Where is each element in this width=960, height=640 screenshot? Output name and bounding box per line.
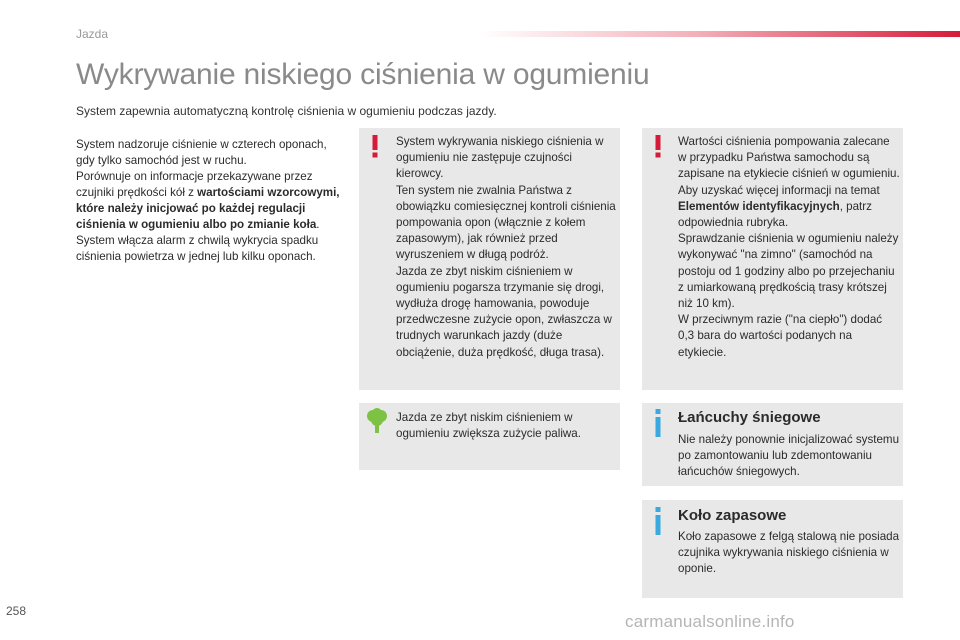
warning-exclamation-icon [651,134,665,158]
spare-wheel-text: Koło zapasowe z felgą stalową nie posiada czujnika wykrywania niskiego ciśnienia w oponie. [678,530,900,576]
warning-middle-p2: Ten system nie zwalnia Państwa z obowiązku comiesięcznej kontroli ciśnienia pompowania opon (włącznie z kołem zapasowym), jak również przed wyruszeniem w długą podróż. [396,183,616,262]
eco-text: Jazda ze zbyt niskim ciśnieniem w ogumieniu zwiększa zużycie paliwa. [396,411,581,441]
warning-right-p4: W przeciwnym razie ("na ciepło") dodać 0,3 bara do wartości podanych na etykiecie. [678,313,883,359]
eco-tree-icon [366,408,388,434]
left-column-text [76,137,344,265]
page-number: 258 [6,604,27,618]
section-label: Jazda [76,27,109,41]
info-icon [651,408,665,438]
snow-chains-heading: Łańcuchy śniegowe [678,409,821,426]
info-icon [651,506,665,536]
left-paragraph-2: Porównuje on informacje przekazywane przez czujniki prędkości kół z wartościami wzorcowymi, które należy inicjować po każdej regulacji ciśnienia w ogumieniu albo po zmianie koła. [76,170,340,231]
page-title: Wykrywanie niskiego ciśnienia w ogumieniu [76,58,650,91]
spare-wheel-heading: Koło zapasowe [678,507,787,524]
left-paragraph-3: System włącza alarm z chwilą wykrycia spadku ciśnienia powietrza w jednej lub kilku oponach. [76,234,319,263]
subtitle: System zapewnia automatyczną kontrolę ciśnienia w ogumieniu podczas jazdy. [76,104,497,118]
snow-chains-text: Nie należy ponownie inicjalizować systemu po zamontowaniu lub zdemontowaniu łańcuchów śniegowych. [678,433,900,479]
warning-right-text [678,134,900,361]
warning-middle-p1: System wykrywania niskiego ciśnienia w ogumieniu nie zastępuje czujności kierowcy. [396,135,604,181]
warning-right-p3: Sprawdzanie ciśnienia w ogumieniu należy wykonywać "na zimno" (samochód na postoju od 1 godziny albo po przejechaniu z umiarkowaną prędkością trasy krótszej niż 10 km). [678,232,899,311]
left-paragraph-2-bold: wartościami wzorcowymi, które należy inicjować po każdej regulacji ciśnienia w ogumieniu albo po zmianie koła [76,186,340,231]
identification-elements-bold: Elementów identyfikacyjnych [678,199,840,213]
header-accent-bar [480,31,960,37]
warning-middle-text [396,134,618,361]
warning-right-p2: Aby uzyskać więcej informacji na temat Elementów identyfikacyjnych, patrz odpowiednia rubryka. [678,183,880,230]
watermark: carmanualsonline.info [625,612,795,631]
warning-right-p1: Wartości ciśnienia pompowania zalecane w przypadku Państwa samochodu są zapisane na etykiecie ciśnień w ogumieniu. [678,135,900,181]
left-paragraph-1: System nadzoruje ciśnienie w czterech oponach, gdy tylko samochód jest w ruchu. [76,138,327,167]
warning-exclamation-icon [368,134,382,158]
warning-middle-p3: Jazda ze zbyt niskim ciśnieniem w ogumieniu pogarsza trzymanie się drogi, wydłuża drogę hamowania, powoduje przedwczesne zużycie opon, zwłaszcza w trudnych warunkach jazdy (duże obciążenie, duża prędkość, długa trasa). [396,264,612,359]
